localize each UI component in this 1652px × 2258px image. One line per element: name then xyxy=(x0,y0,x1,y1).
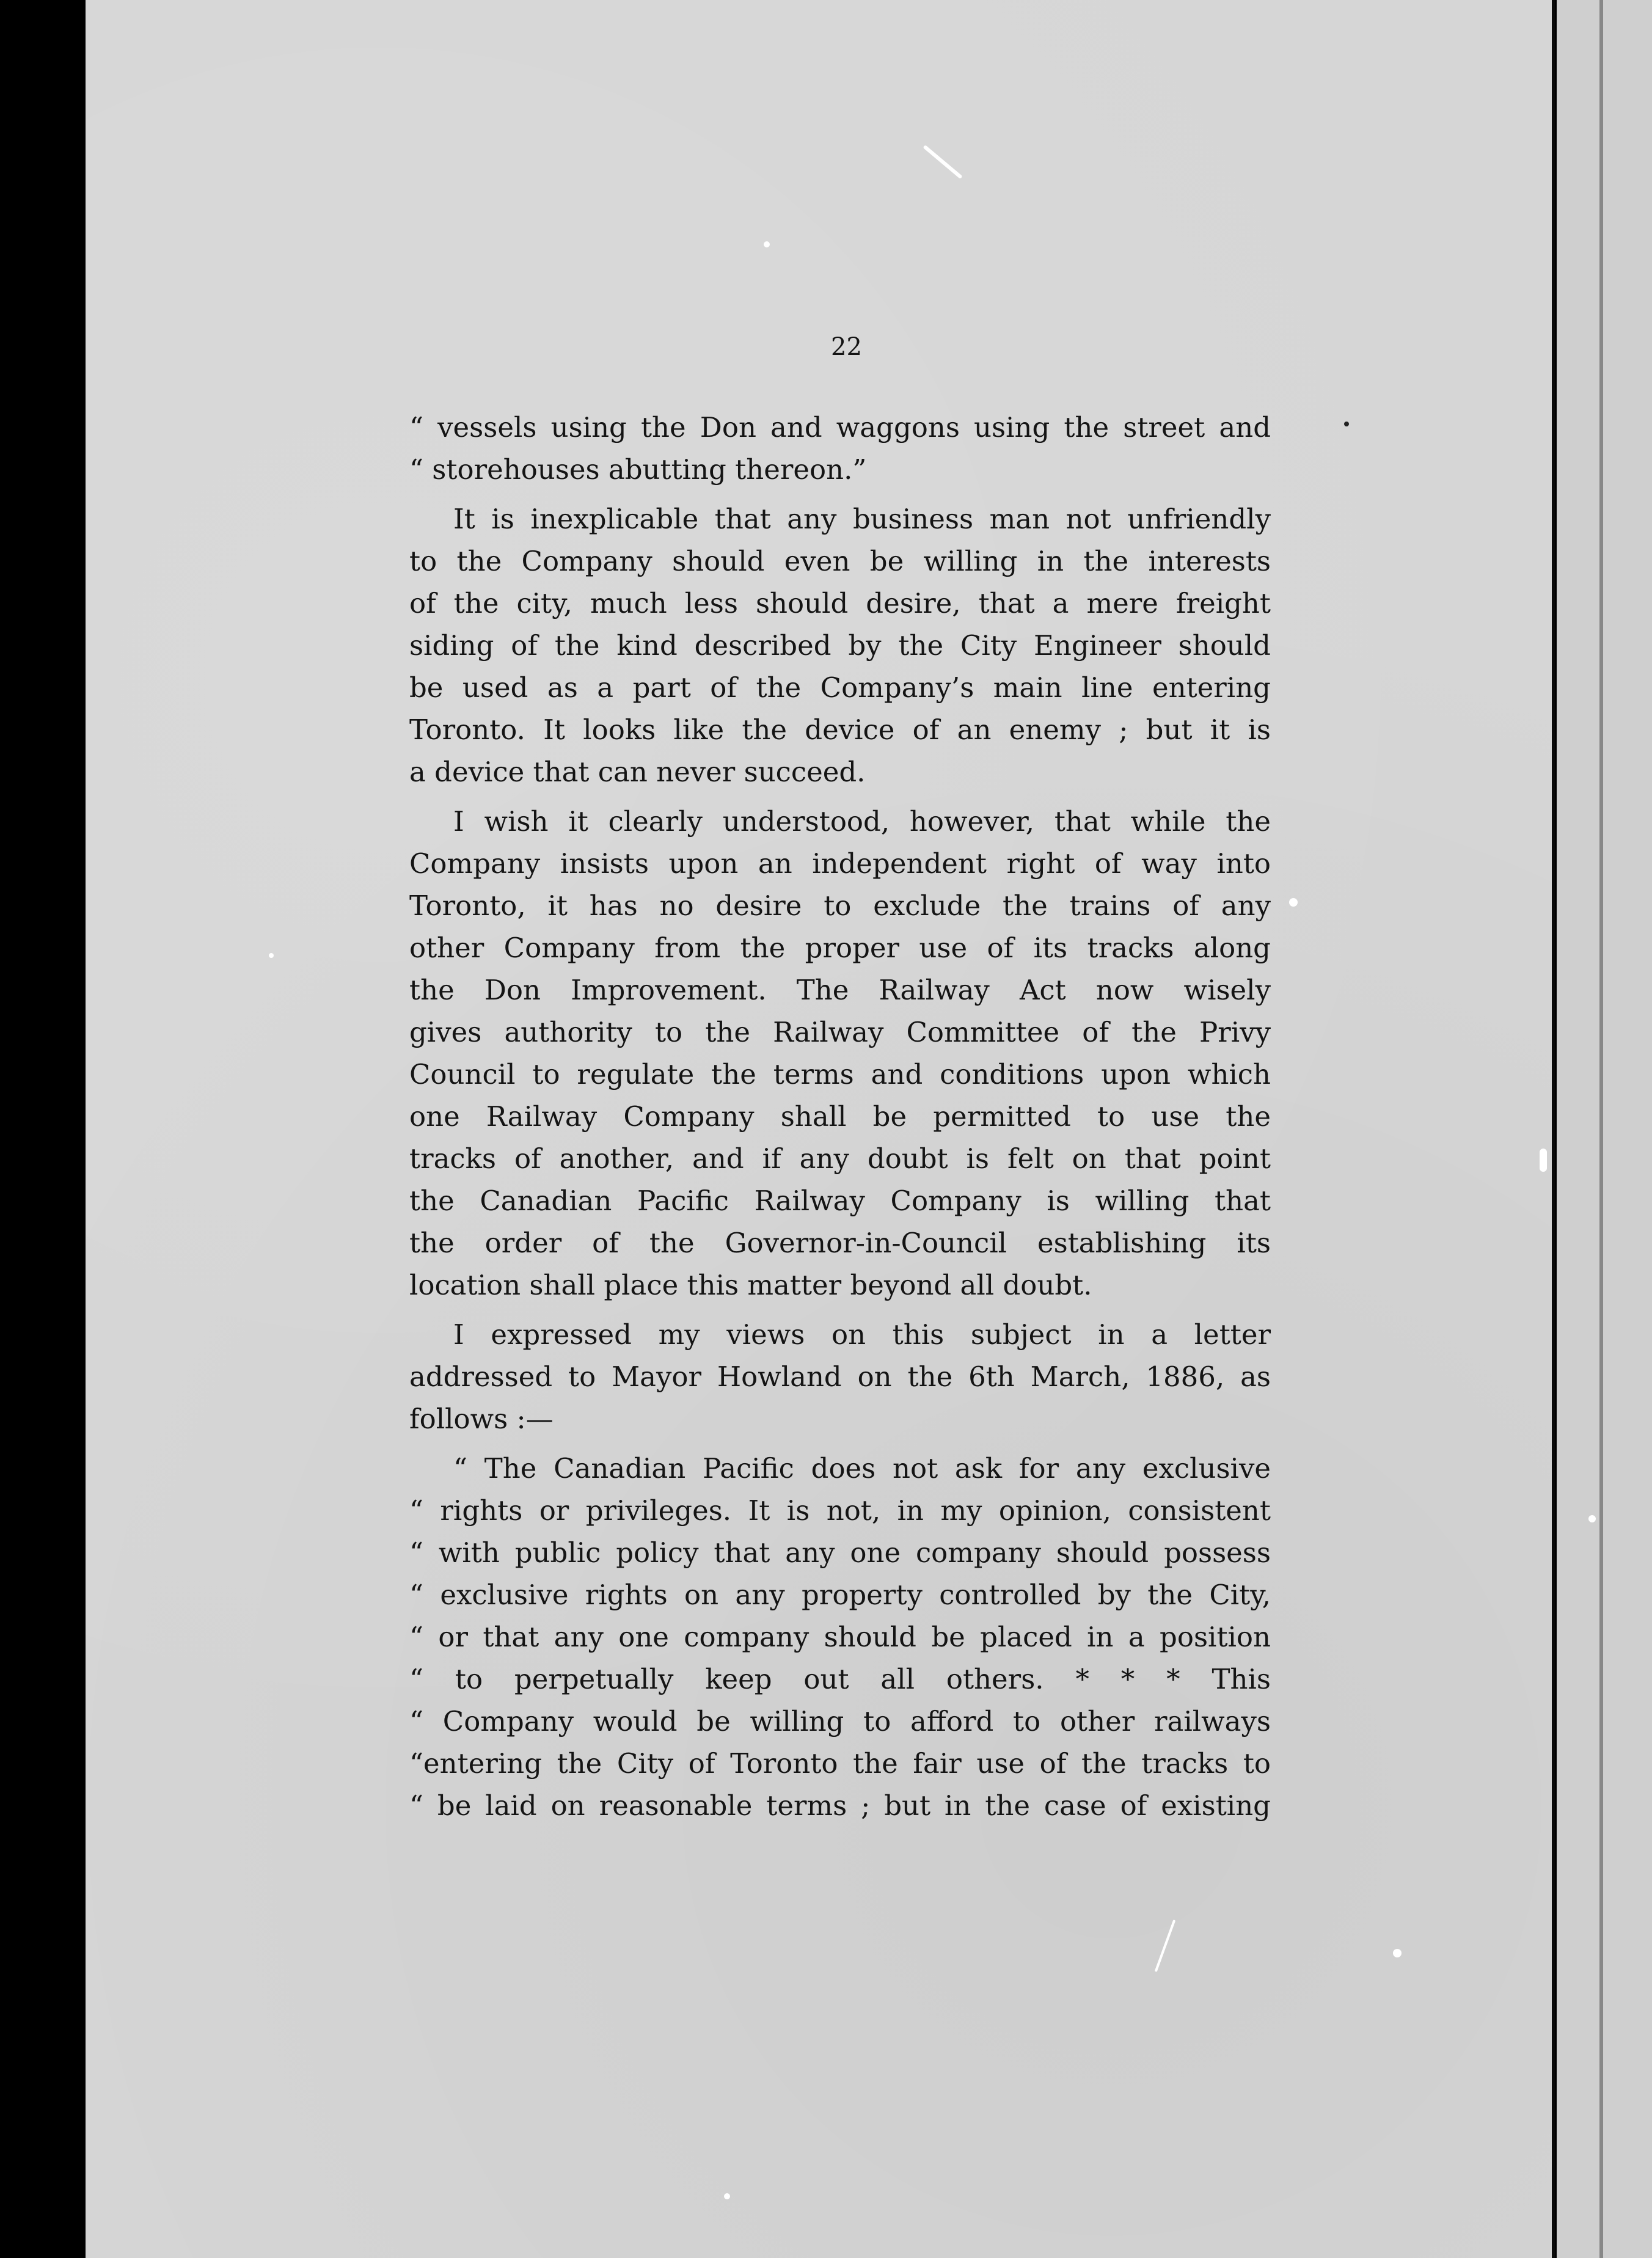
paragraph-gap xyxy=(409,1440,1271,1447)
text-line: Toronto. It looks like the device of an enemy ; but it is xyxy=(409,714,1271,746)
scan-speck xyxy=(724,2193,730,2199)
text-line: “ or that any one company should be placed in a position xyxy=(409,1621,1271,1653)
text-line: “ to perpetually keep out all others. * * * This xyxy=(409,1663,1271,1695)
text-line: to the Company should even be willing in the interests xyxy=(409,545,1271,577)
scan-speck xyxy=(1588,1515,1596,1522)
text-line: “ rights or privileges. It is not, in my opinion, consistent xyxy=(409,1494,1271,1527)
text-line: Company insists upon an independent right of way into xyxy=(409,847,1271,880)
page-fold-shadow xyxy=(1552,0,1555,2258)
scan-speck xyxy=(269,953,274,958)
adjacent-page-edge xyxy=(1557,0,1652,2258)
text-line: tracks of another, and if any doubt is felt on that point xyxy=(409,1142,1271,1175)
paragraph-gap xyxy=(409,1306,1271,1314)
text-line: siding of the kind described by the City Engineer should xyxy=(409,629,1271,662)
paragraph-gap xyxy=(409,491,1271,498)
text-line: “ vessels using the Don and waggons using the street and xyxy=(409,411,1271,444)
text-line: I expressed my views on this subject in a letter xyxy=(453,1318,1271,1351)
text-line: location shall place this matter beyond all doubt. xyxy=(409,1269,1092,1301)
text-line: “ Company would be willing to afford to other railways xyxy=(409,1705,1271,1737)
page-number: 22 xyxy=(831,333,862,361)
body-text xyxy=(409,406,1271,1827)
paragraph-gap xyxy=(409,793,1271,800)
text-line: Toronto, it has no desire to exclude the trains of any xyxy=(409,890,1271,922)
text-line: “entering the City of Toronto the fair use of the tracks to xyxy=(409,1747,1271,1780)
text-line: I wish it clearly understood, however, that while the xyxy=(453,805,1271,838)
scan-speck xyxy=(764,241,770,247)
text-line: “ with public policy that any one company should possess xyxy=(409,1536,1271,1569)
text-line: “ The Canadian Pacific does not ask for any exclusive xyxy=(453,1452,1271,1485)
text-line: a device that can never succeed. xyxy=(409,756,866,788)
scan-speck xyxy=(1540,1149,1547,1172)
text-line: gives authority to the Railway Committee of the Privy xyxy=(409,1016,1271,1048)
scan-speck xyxy=(1393,1949,1402,1957)
text-line: other Company from the proper use of its tracks along xyxy=(409,932,1271,964)
text-line: one Railway Company shall be permitted to use the xyxy=(409,1100,1271,1133)
scan-speck xyxy=(1289,898,1298,907)
text-line: the Canadian Pacific Railway Company is willing that xyxy=(409,1185,1271,1217)
text-line: be used as a part of the Company’s main line entering xyxy=(409,671,1271,704)
scan-speck xyxy=(1344,422,1349,426)
text-line: the order of the Governor-in-Council establishing its xyxy=(409,1227,1271,1259)
text-line: “ be laid on reasonable terms ; but in the case of existing xyxy=(409,1789,1271,1822)
text-line: of the city, much less should desire, that a mere freight xyxy=(409,587,1271,619)
text-line: Council to regulate the terms and conditions upon which xyxy=(409,1058,1271,1091)
text-line: the Don Improvement. The Railway Act now wisely xyxy=(409,974,1271,1006)
text-line: “ storehouses abutting thereon.” xyxy=(409,453,867,486)
text-line: “ exclusive rights on any property controlled by the City, xyxy=(409,1579,1271,1611)
text-line: follows :— xyxy=(409,1403,554,1435)
text-line: It is inexplicable that any business man not unfriendly xyxy=(453,503,1271,535)
adjacent-page-crease xyxy=(1599,0,1603,2258)
text-line: addressed to Mayor Howland on the 6th March, 1886, as xyxy=(409,1361,1271,1393)
